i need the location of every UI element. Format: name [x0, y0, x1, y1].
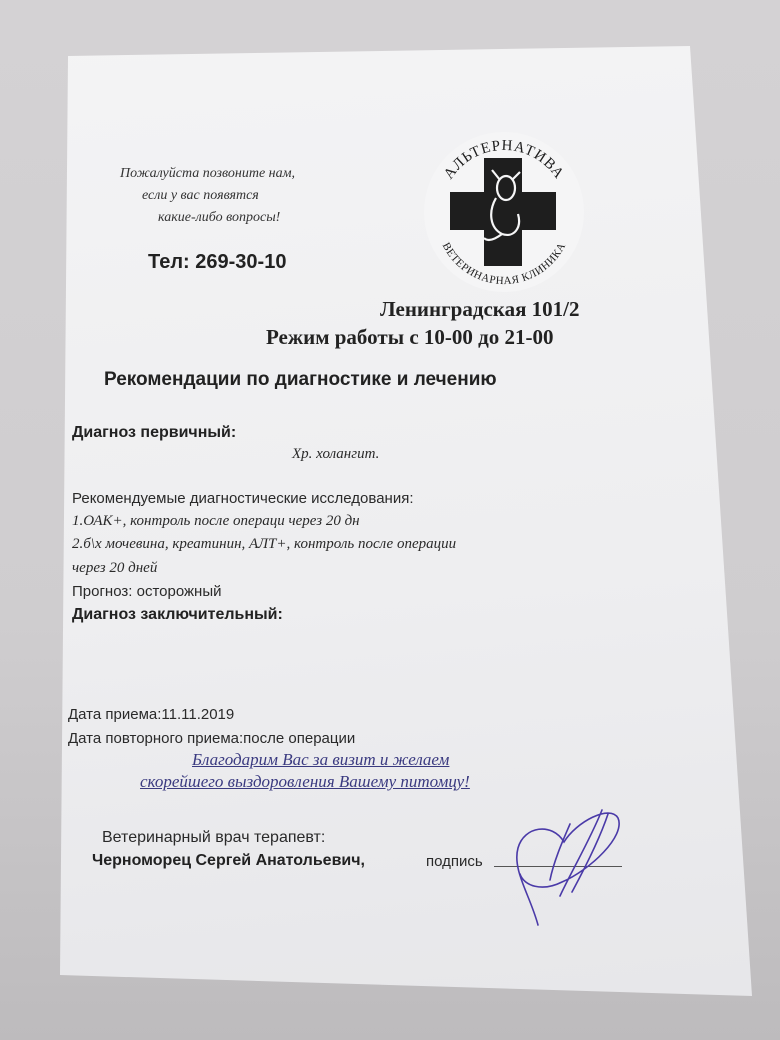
clinic-hours: Режим работы с 10-00 до 21-00: [266, 325, 554, 349]
logo-bottom-text: ВЕТЕРИНАРНАЯ КЛИНИКА: [439, 240, 569, 288]
study-2: 2.б\х мочевина, креатинин, АЛТ+, контроль после операции: [72, 536, 457, 552]
primary-diagnosis-value: Хр. холангит.: [292, 446, 380, 462]
vet-title: Ветеринарный врач терапевт:: [102, 829, 326, 846]
signature-label: подпись: [426, 853, 483, 870]
vet-name: Черноморец Сергей Анатольевич,: [92, 852, 365, 869]
repeat-visit-date: Дата повторного приема:после операции: [68, 730, 356, 747]
call-us-line-1: Пожалуйста позвоните нам,: [120, 166, 296, 181]
handwritten-signature: [490, 800, 660, 935]
clinic-address: Ленинградская 101/2: [380, 297, 580, 321]
primary-diagnosis-label: Диагноз первичный:: [72, 424, 237, 441]
study-1: 1.ОАК+, контроль после операци через 20 дн: [72, 513, 360, 529]
clinic-phone: Тел: 269-30-10: [148, 251, 287, 273]
final-diagnosis-label: Диагноз заключительный:: [72, 606, 283, 623]
call-us-line-2: если у вас появятся: [142, 188, 259, 203]
study-2-continued: через 20 дней: [72, 560, 158, 576]
logo-top-text: АЛЬТЕРНАТИВА: [440, 137, 568, 183]
document-title: Рекомендации по диагностике и лечению: [104, 369, 497, 390]
studies-label: Рекомендуемые диагностические исследования:: [72, 490, 414, 507]
visit-date: Дата приема:11.11.2019: [68, 706, 235, 723]
thanks-line-1: Благодарим Вас за визит и желаем: [192, 750, 450, 769]
thanks-line-2: скорейшего выздоровления Вашему питомцу!: [140, 772, 470, 791]
prognosis: Прогноз: осторожный: [72, 583, 222, 600]
clinic-logo: [422, 130, 586, 294]
call-us-line-3: какие-либо вопросы!: [158, 210, 281, 225]
